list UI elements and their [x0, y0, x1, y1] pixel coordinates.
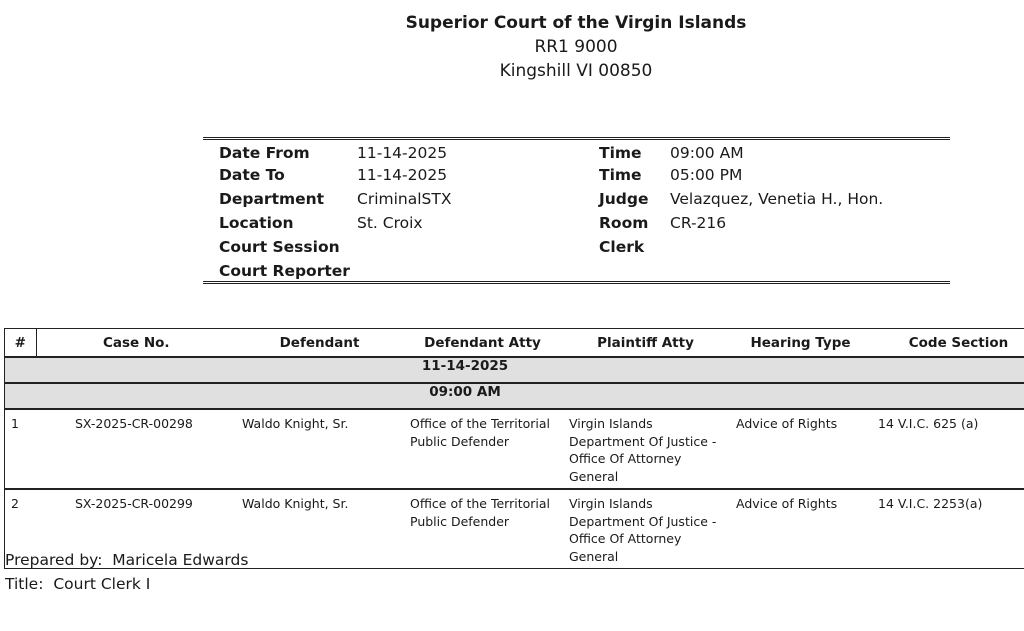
time-from-label: Time — [599, 144, 642, 162]
col-header-plaintiff-atty: Plaintiff Atty — [562, 329, 729, 357]
plaintiff-atty: Virgin Islands Department Of Justice - Office Of Attorney General — [562, 409, 729, 489]
defendant-atty: Office of the Territorial Public Defender — [403, 409, 562, 489]
time-to-value: 05:00 PM — [670, 166, 743, 184]
hearing-type: Advice of Rights — [729, 409, 872, 489]
title-line — [5, 573, 150, 595]
time-group-row — [5, 383, 1024, 409]
col-header-code-section: Code Section — [872, 329, 1024, 357]
plaintiff-atty: Virgin Islands Department Of Justice - Office Of Attorney General — [569, 496, 717, 564]
col-header-case-no: Case No. — [36, 329, 236, 357]
court-session-label: Court Session — [219, 238, 340, 256]
court-reporter-label: Court Reporter — [219, 262, 350, 280]
date-group-label: 11-14-2025 — [5, 357, 1024, 383]
title-value: Court Clerk I — [53, 575, 151, 593]
hearing-type: Advice of Rights — [736, 496, 838, 511]
room-label: Room — [599, 214, 649, 232]
date-to-row — [219, 165, 285, 185]
date-group-row — [5, 357, 1024, 383]
room-value: CR-216 — [670, 214, 727, 232]
court-address-line2: Kingshill VI 00850 — [499, 61, 653, 81]
case-no: SX-2025-CR-00298 — [36, 409, 236, 489]
code-section: 14 V.I.C. 2253(a) — [878, 496, 983, 511]
date-from-value: 11-14-2025 — [357, 144, 448, 162]
table-header-row — [5, 329, 1024, 357]
col-header-defendant-atty: Defendant Atty — [403, 329, 562, 357]
col-header-defendant: Defendant — [236, 329, 403, 357]
prepared-by-value: Maricela Edwards — [112, 551, 249, 569]
location-row — [219, 213, 294, 233]
defendant: Waldo Knight, Sr. — [242, 496, 349, 511]
time-to-label: Time — [599, 166, 642, 184]
department-label: Department — [219, 190, 325, 208]
location-value: St. Croix — [357, 214, 423, 232]
col-header-num: # — [5, 329, 36, 357]
code-section: 14 V.I.C. 625 (a) — [872, 409, 1024, 489]
defendant-atty: Office of the Territorial Public Defender — [410, 496, 550, 529]
case-no: SX-2025-CR-00299 — [75, 496, 193, 511]
court-reporter-row — [219, 261, 350, 281]
row-num: 1 — [5, 409, 36, 489]
date-to-value: 11-14-2025 — [357, 166, 448, 184]
department-value: CriminalSTX — [357, 190, 452, 208]
row-num: 2 — [11, 496, 19, 511]
time-group-label: 09:00 AM — [5, 383, 1024, 409]
judge-label: Judge — [599, 190, 649, 208]
table-row — [5, 409, 1024, 489]
court-name: Superior Court of the Virgin Islands — [405, 13, 747, 33]
col-header-hearing-type: Hearing Type — [729, 329, 872, 357]
department-row — [219, 189, 324, 209]
clerk-label: Clerk — [599, 238, 645, 256]
schedule-table — [4, 328, 1024, 569]
location-label: Location — [219, 214, 294, 232]
time-from-value: 09:00 AM — [670, 144, 744, 162]
prepared-by-label: Prepared by: — [5, 551, 103, 569]
judge-value: Velazquez, Venetia H., Hon. — [670, 190, 884, 208]
court-header — [0, 12, 1024, 83]
court-session-row — [219, 237, 340, 257]
date-from-row — [219, 143, 310, 163]
prepared-by-line — [5, 549, 248, 571]
title-label: Title: — [5, 575, 44, 593]
court-address-line1: RR1 9000 — [534, 37, 618, 57]
date-to-label: Date To — [219, 166, 285, 184]
date-from-label: Date From — [219, 144, 310, 162]
defendant: Waldo Knight, Sr. — [236, 409, 403, 489]
